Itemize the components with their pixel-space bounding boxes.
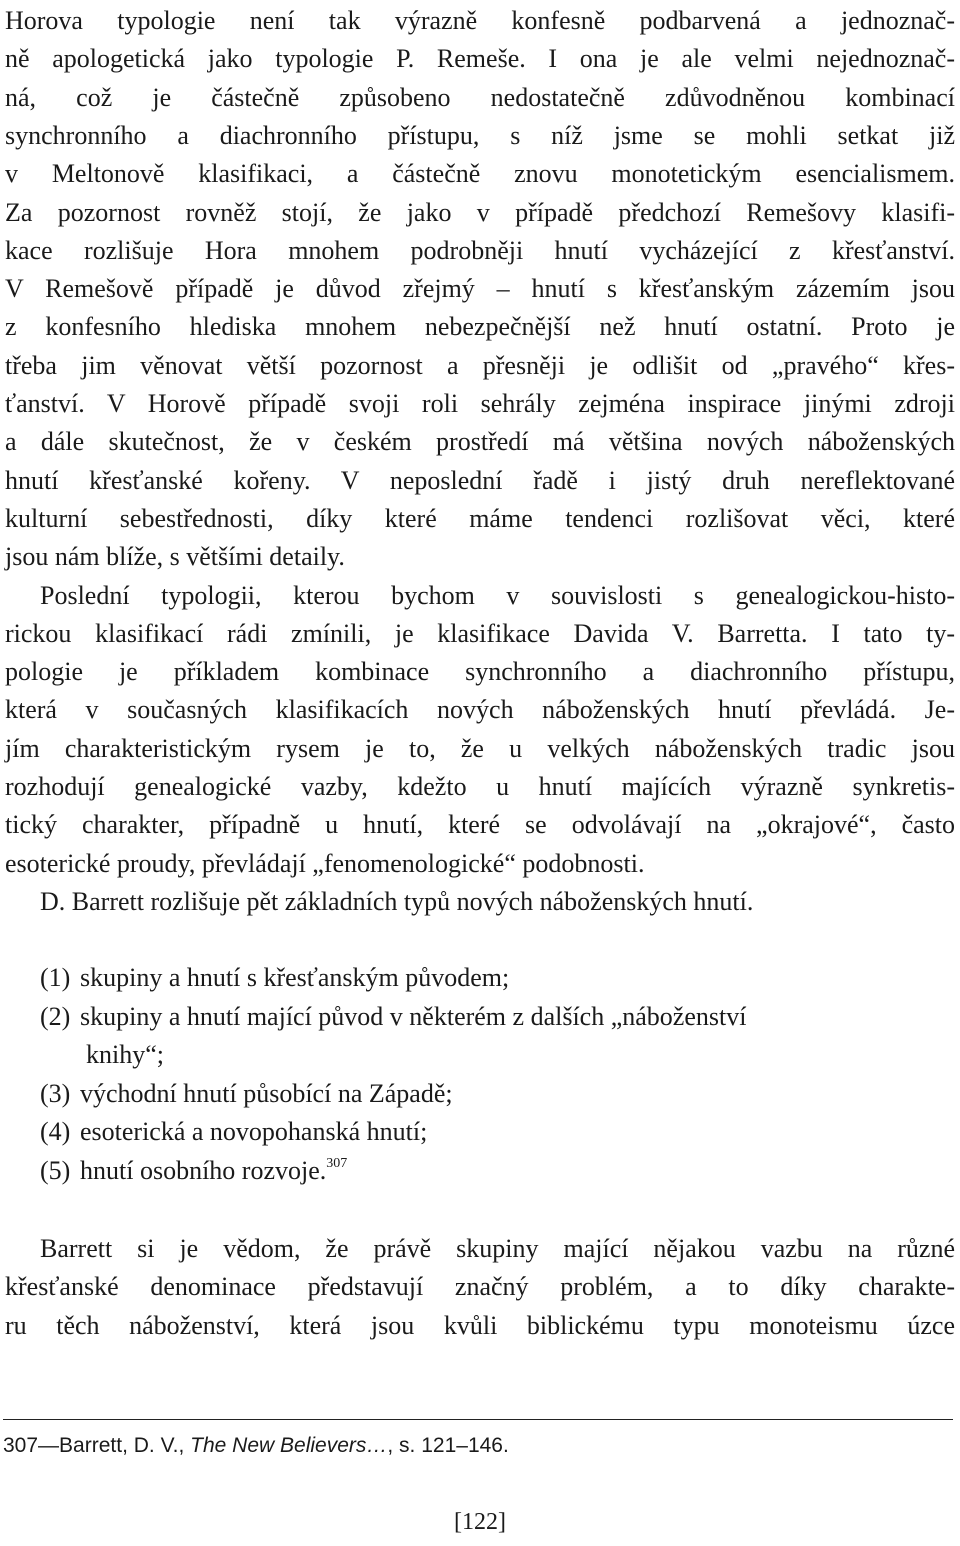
text-line: kulturní sebestřednosti, díky které máme tendenci rozlišovat věci, které [5, 503, 955, 533]
footnote-pages: , s. 121–146. [387, 1434, 509, 1457]
text-line: jsou nám blíže, s většími detaily. [5, 542, 345, 572]
page-number: [122] [454, 1509, 506, 1535]
footnote-reference[interactable]: 307 [326, 1156, 348, 1171]
text-line: rickou klasifikací rádi zmínili, je klasifikace Davida V. Barretta. I tato ty- [5, 618, 955, 648]
text-line: křesťanské denominace představují značný problém, a to díky charakte- [5, 1272, 955, 1302]
list-item [40, 1152, 940, 1190]
text-line: třeba jim věnovat větší pozornost a přesněji je odlišit od „pravého“ křes- [5, 350, 955, 380]
list-item-text: hnutí osobního rozvoje. [80, 1156, 327, 1185]
list-item-text: skupiny a hnutí s křesťanským původem; [80, 963, 510, 992]
text-line: z konfesního hlediska mnohem nebezpečnější než hnutí ostatní. Proto je [5, 312, 955, 342]
text-line: rozhodují genealogické vazby, kdežto u hnutí majících výrazně synkretis- [5, 772, 955, 801]
list-item [40, 959, 940, 997]
text-line: V Remešově případě je důvod zřejmý – hnutí s křesťanským zázemím jsou [5, 274, 955, 304]
list-item-text: esoterická a novopohanská hnutí; [80, 1117, 428, 1146]
list-item-number: (1) [40, 963, 71, 992]
text-line: ťanství. V Horově případě svoji roli sehrály zejména inspirace jinými zdroji [5, 389, 955, 418]
footnote-separator [3, 1419, 953, 1420]
list-item [40, 998, 940, 1036]
document-page [5, 0, 955, 1546]
text-line: která v současných klasifikacích nových náboženských hnutí převládá. Je- [5, 695, 955, 725]
text-line: hnutí křesťanské kořeny. V neposlední řadě i jistý druh nereflektované [5, 465, 955, 495]
list-item-number: (5) [40, 1156, 71, 1185]
text-line: synchronního a diachronního přístupu, s níž jsme se mohli setkat již [5, 120, 955, 150]
footnote-title: The New Believers… [190, 1434, 388, 1457]
text-line: Poslední typologii, kterou bychom v souvislosti s genealogickou-histo- [40, 580, 955, 610]
footnote-dash: — [38, 1434, 60, 1457]
list-item-number: (4) [40, 1117, 71, 1146]
list-item [40, 1113, 940, 1151]
list-item-continuation: knihy“; [86, 1040, 164, 1069]
text-line: Za pozornost rovněž stojí, že jako v případě předchozí Remešovy klasifi- [5, 197, 955, 227]
text-line: ná, což je částečně způsobeno nedostatečně zdůvodněnou kombinací [5, 82, 955, 112]
text-line: esoterické proudy, převládají „fenomenologické“ podobnosti. [5, 848, 645, 878]
text-line: jím charakteristickým rysem je to, že u velkých náboženských tradic jsou [5, 733, 955, 763]
text-line: pologie je příkladem kombinace synchronního a diachronního přístupu, [5, 657, 955, 687]
text-line: Horova typologie není tak výrazně konfesně podbarvená a jednoznač- [5, 6, 955, 35]
footnote-number: 307 [3, 1434, 39, 1457]
footnote [3, 1431, 509, 1461]
list-item-text: skupiny a hnutí mající původ v některém z dalších „náboženství [80, 1002, 747, 1031]
list-item-number: (2) [40, 1002, 71, 1031]
text-line: ru těch náboženství, která jsou kvůli biblickému typu monoteismu úzce [5, 1310, 955, 1340]
footnote-author: Barrett, D. V., [59, 1434, 191, 1457]
list-item [40, 1075, 940, 1113]
text-line: ně apologetická jako typologie P. Remeše. I ona je ale velmi nejednoznač- [5, 44, 955, 74]
text-line: a dále skutečnost, že v českém prostředí má většina nových náboženských [5, 427, 955, 457]
list-item-text: východní hnutí působící na Západě; [80, 1079, 453, 1108]
text-line: tický charakter, případně u hnutí, které se odvolávají na „okrajové“, často [5, 810, 955, 840]
list-item-number: (3) [40, 1079, 71, 1108]
text-line: v Meltonově klasifikaci, a částečně znovu monotetickým esencialismem. [5, 159, 955, 189]
text-line: Barrett si je vědom, že právě skupiny mající nějakou vazbu na různé [40, 1234, 955, 1263]
text-line: kace rozlišuje Hora mnohem podrobněji hnutí vycházející z křesťanství. [5, 235, 955, 265]
text-line: D. Barrett rozlišuje pět základních typů nových náboženských hnutí. [40, 886, 754, 916]
